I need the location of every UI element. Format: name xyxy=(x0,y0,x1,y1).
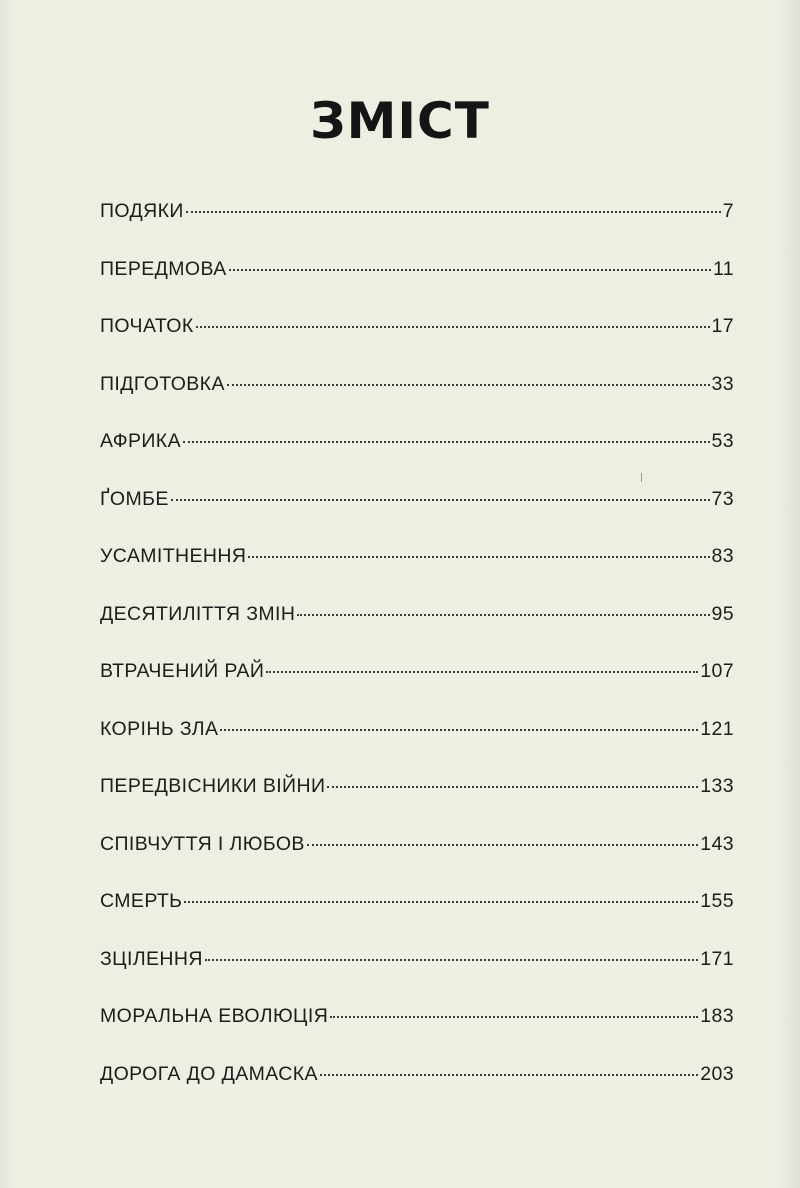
toc-entry-title: УСАМІТНЕННЯ xyxy=(100,545,247,567)
toc-entry-page: 83 xyxy=(711,545,734,567)
toc-entry-page: 155 xyxy=(700,890,734,912)
dot-leader xyxy=(183,441,710,443)
toc-entry-page: 121 xyxy=(700,717,734,740)
dot-leader xyxy=(248,556,709,558)
toc-entry-title: ПОДЯКИ xyxy=(100,200,184,222)
toc-entry-page: 11 xyxy=(712,257,734,280)
toc-entry-page: 171 xyxy=(700,947,734,970)
toc-entry-title: ДЕСЯТИЛІТТЯ ЗМІН xyxy=(100,602,296,625)
dot-leader xyxy=(229,269,711,271)
toc-entry-page: 133 xyxy=(700,775,734,797)
toc-entry-title: СПІВЧУТТЯ І ЛЮБОВ xyxy=(100,832,305,855)
toc-entry-title: ДОРОГА ДО ДАМАСКА xyxy=(100,1062,318,1085)
toc-entry-title: ПОЧАТОК xyxy=(100,315,194,337)
toc-entry xyxy=(100,660,734,718)
dot-leader xyxy=(171,499,710,501)
toc-entry-title: ЗЦІЛЕННЯ xyxy=(100,947,203,970)
toc-entry-page: 95 xyxy=(711,602,734,625)
toc-entry-title: ВТРАЧЕНИЙ РАЙ xyxy=(100,660,265,682)
toc-entry-title: АФРИКА xyxy=(100,430,181,452)
dot-leader xyxy=(330,1016,698,1018)
toc-entry-page: 53 xyxy=(711,430,734,452)
toc-entry-page: 107 xyxy=(700,660,734,682)
dot-leader xyxy=(307,844,698,846)
toc-entry-title: ҐОМБЕ xyxy=(100,487,169,510)
toc-entry xyxy=(100,488,734,546)
toc-entry-page: 73 xyxy=(711,487,734,510)
dot-leader xyxy=(320,1074,698,1076)
paper-speck xyxy=(641,473,642,482)
toc-entry xyxy=(100,718,734,776)
toc-entry-title: МОРАЛЬНА ЕВОЛЮЦІЯ xyxy=(100,1005,329,1027)
table-of-contents xyxy=(100,200,734,1120)
page-title: ЗМІСТ xyxy=(310,92,490,150)
dot-leader xyxy=(205,959,698,961)
toc-entry-page: 17 xyxy=(711,315,734,337)
toc-entry xyxy=(100,603,734,661)
toc-entry xyxy=(100,775,734,833)
toc-entry xyxy=(100,948,734,1006)
toc-entry-page: 33 xyxy=(711,372,734,395)
toc-entry-title: ПЕРЕДМОВА xyxy=(100,257,227,280)
toc-entry xyxy=(100,890,734,948)
toc-entry-page: 143 xyxy=(700,832,734,855)
toc-entry xyxy=(100,373,734,431)
toc-entry xyxy=(100,315,734,373)
dot-leader xyxy=(327,786,698,788)
dot-leader xyxy=(227,384,710,386)
dot-leader xyxy=(297,614,709,616)
toc-entry xyxy=(100,545,734,603)
dot-leader xyxy=(266,671,698,673)
toc-entry xyxy=(100,430,734,488)
toc-entry-page: 203 xyxy=(700,1062,734,1085)
toc-entry-title: ПІДГОТОВКА xyxy=(100,372,225,395)
toc-entry xyxy=(100,1005,734,1063)
toc-entry xyxy=(100,833,734,891)
toc-entry-title: СМЕРТЬ xyxy=(100,890,183,912)
dot-leader xyxy=(184,901,698,903)
toc-entry-page: 7 xyxy=(722,200,734,222)
toc-entry xyxy=(100,200,734,258)
toc-entry-page: 183 xyxy=(700,1005,734,1027)
dot-leader xyxy=(186,211,721,213)
dot-leader xyxy=(196,326,710,328)
toc-entry-title: ПЕРЕДВІСНИКИ ВІЙНИ xyxy=(100,775,326,797)
toc-entry-title: КОРІНЬ ЗЛА xyxy=(100,717,219,740)
toc-entry xyxy=(100,1063,734,1121)
toc-entry xyxy=(100,258,734,316)
dot-leader xyxy=(220,729,698,731)
